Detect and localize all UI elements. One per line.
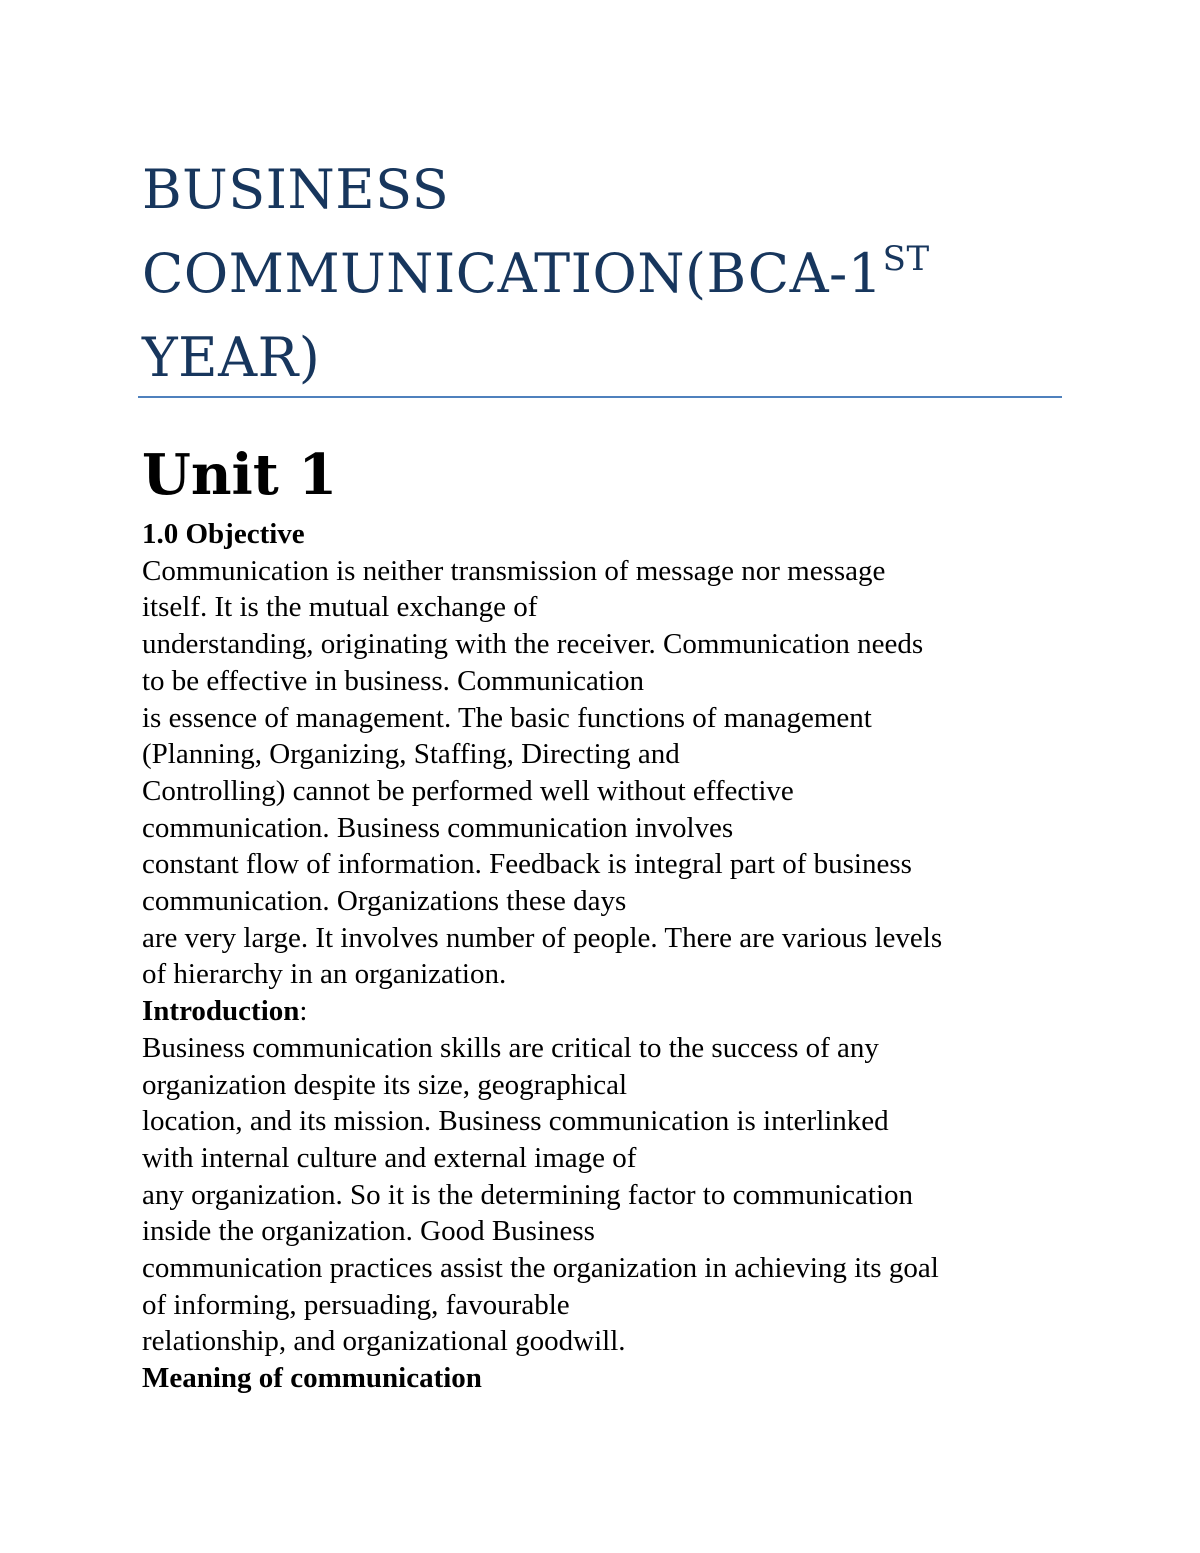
document-page	[142, 148, 1062, 1395]
introduction-line: Business communication skills are critical to the success of any	[142, 1031, 879, 1064]
title-superscript: ST	[882, 239, 930, 279]
introduction-line: relationship, and organizational goodwill.	[142, 1325, 626, 1358]
title-line-2	[142, 232, 1062, 316]
introduction-line: of informing, persuading, favourable	[142, 1288, 570, 1321]
objective-line: (Planning, Organizing, Staffing, Directing and	[142, 738, 680, 771]
title-line-1: BUSINESS	[142, 158, 450, 221]
document-title	[142, 148, 1062, 400]
title-line-2-main: COMMUNICATION(BCA-1	[142, 242, 883, 305]
introduction-line: organization despite its size, geographical	[142, 1068, 628, 1101]
introduction-heading-colon: :	[299, 995, 308, 1028]
objective-line: Controlling) cannot be performed well without effective	[142, 774, 794, 807]
introduction-line: location, and its mission. Business communication is interlinked	[142, 1105, 889, 1138]
objective-line: Communication is neither transmission of message nor message	[142, 554, 886, 587]
meaning-heading: Meaning of communication	[142, 1362, 482, 1395]
introduction-heading-line	[142, 993, 1072, 1030]
introduction-line: with internal culture and external image of	[142, 1141, 637, 1174]
objective-line: understanding, originating with the receiver. Communication needs	[142, 628, 924, 661]
title-underline-rule	[138, 396, 1062, 398]
objective-line: are very large. It involves number of people. There are various levels	[142, 921, 943, 954]
unit-heading: Unit 1	[142, 442, 338, 508]
objective-line: is essence of management. The basic functions of management	[142, 701, 872, 734]
objective-line: communication. Organizations these days	[142, 885, 627, 918]
objective-heading: 1.0 Objective	[142, 518, 305, 550]
introduction-line: any organization. So it is the determining factor to communication	[142, 1178, 914, 1211]
objective-line: of hierarchy in an organization.	[142, 958, 507, 991]
introduction-line: communication practices assist the organization in achieving its goal	[142, 1252, 939, 1285]
title-line-3: YEAR)	[142, 326, 321, 389]
objective-line: constant flow of information. Feedback is integral part of business	[142, 848, 912, 881]
body-text	[142, 516, 1072, 1397]
introduction-line: inside the organization. Good Business	[142, 1215, 595, 1248]
objective-line: communication. Business communication involves	[142, 811, 734, 844]
objective-line: itself. It is the mutual exchange of	[142, 591, 538, 624]
objective-line: to be effective in business. Communication	[142, 664, 645, 697]
introduction-heading: Introduction	[142, 995, 300, 1028]
